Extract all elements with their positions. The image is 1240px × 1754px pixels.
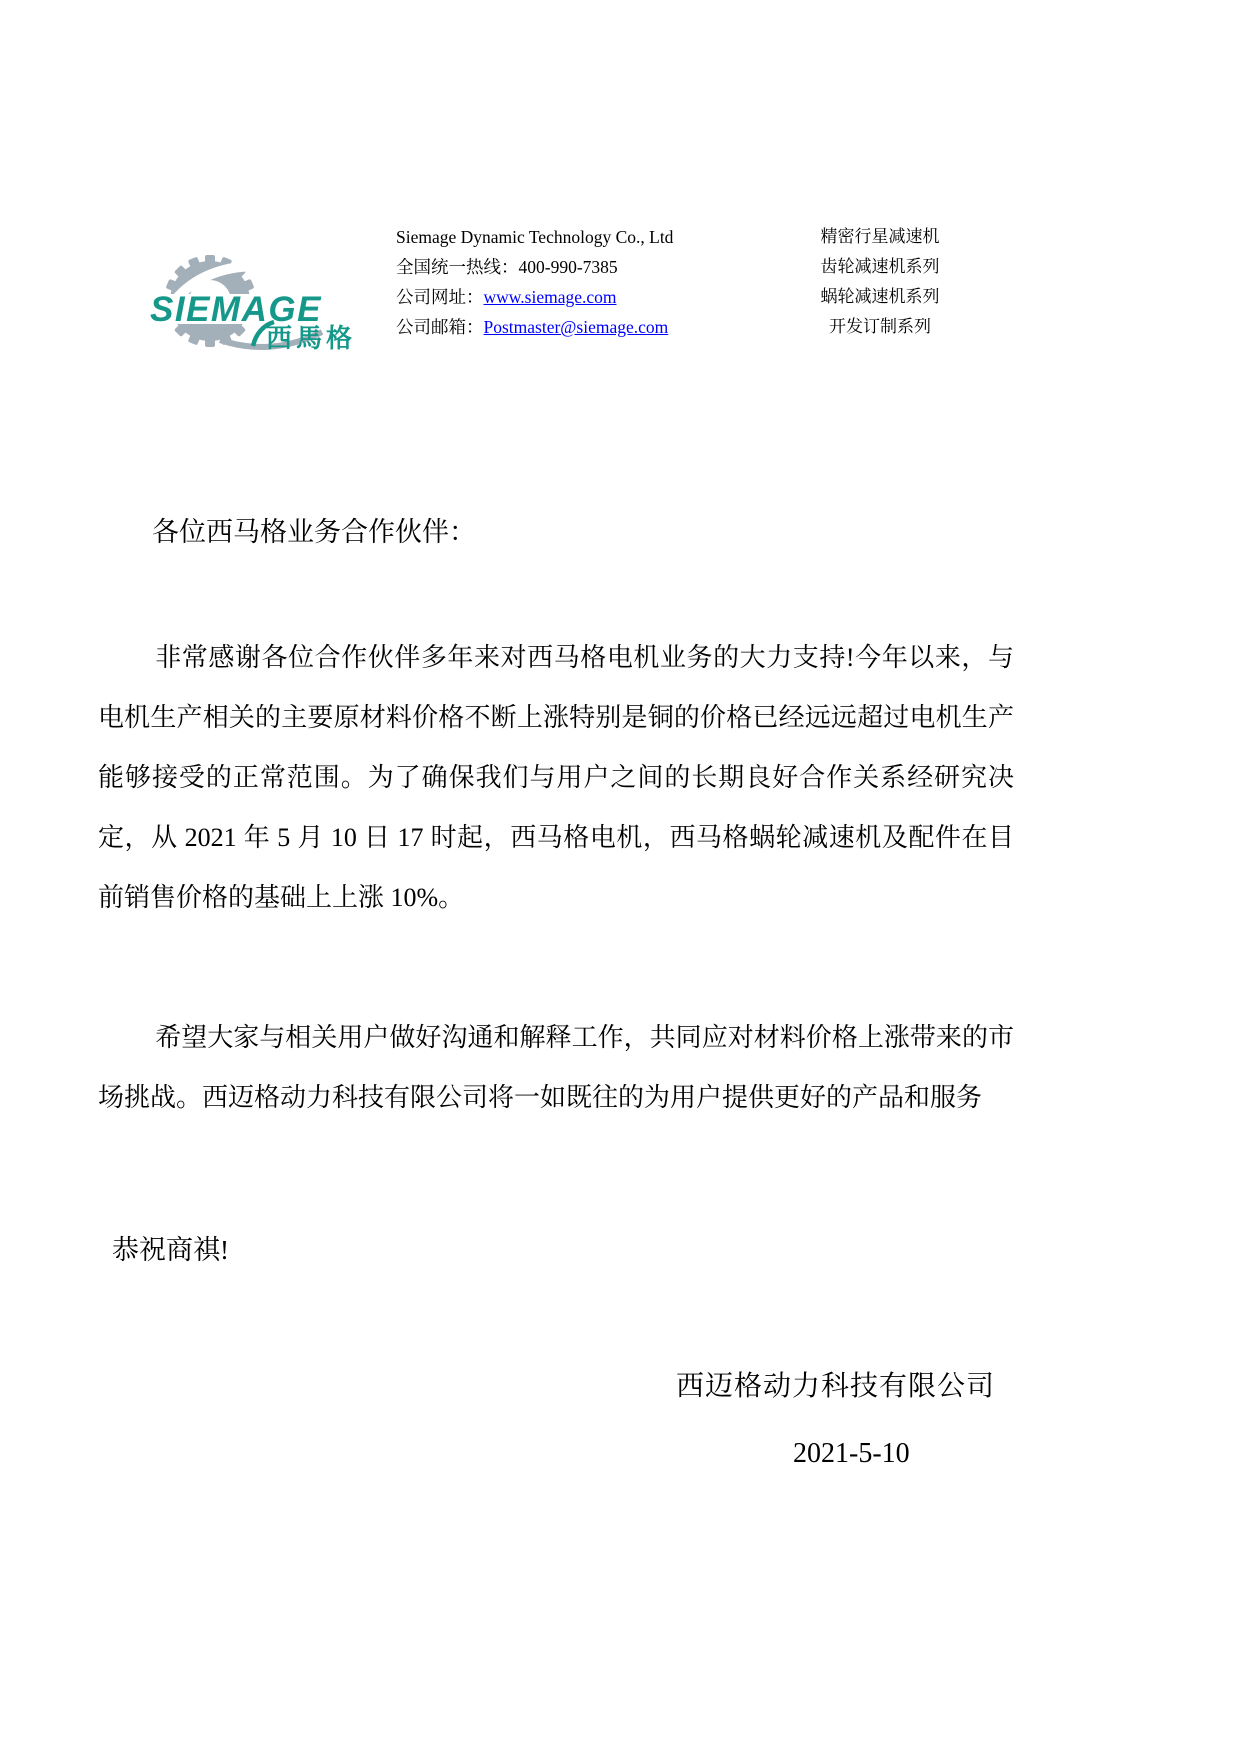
logo-brand-chinese-text: 西馬格	[266, 324, 357, 353]
signature-date: 2021-5-10	[793, 1438, 910, 1469]
salutation: 各位西马格业务合作伙伴：	[152, 517, 476, 547]
body-paragraph-2: 希望大家与相关用户做好沟通和解释工作，共同应对材料价格上涨带来的市场挑战。西迈格动力科技有限公司将一如既往的为用户提供更好的产品和服务	[98, 1023, 1014, 1112]
email-line	[396, 312, 673, 342]
email-link[interactable]: Postmaster@siemage.com	[483, 317, 669, 337]
letterhead-contact-block	[396, 222, 673, 342]
product-line-3: 蜗轮减速机系列	[820, 287, 940, 306]
email-label: 公司邮箱：	[396, 317, 484, 337]
company-logo	[150, 248, 360, 354]
company-name-en: Siemage Dynamic Technology Co., Ltd	[396, 227, 674, 247]
hotline-number: 400-990-7385	[518, 257, 618, 277]
closing-wish: 恭祝商祺!	[112, 1235, 229, 1265]
website-line	[396, 282, 673, 312]
hotline-line	[396, 252, 673, 282]
logo-brand-text: SIEMAGE	[150, 290, 322, 329]
website-label: 公司网址：	[396, 287, 484, 307]
product-line-1: 精密行星减速机	[820, 227, 940, 246]
website-link[interactable]: www.siemage.com	[483, 287, 617, 307]
product-series-list	[788, 222, 972, 342]
product-line-2: 齿轮减速机系列	[820, 257, 940, 276]
body-paragraph-1: 非常感谢各位合作伙伴多年来对西马格电机业务的大力支持!今年以来，与电机生产相关的主要原材料价格不断上涨特别是铜的价格已经远远超过电机生产能够接受的正常范围。为了确保我们与用户之间的长期良好合作关系经研究决定，从 2021 年 5 月 10 日 17 时起，西马格电机，西马格蜗轮减速机及配件在目前销售价格的基础上上涨 10%。	[98, 643, 1014, 912]
hotline-label: 全国统一热线：	[396, 257, 519, 277]
product-line-4: 开发订制系列	[829, 317, 931, 336]
siemage-logo-graphic	[150, 248, 360, 354]
signature-company: 西迈格动力科技有限公司	[676, 1371, 996, 1402]
